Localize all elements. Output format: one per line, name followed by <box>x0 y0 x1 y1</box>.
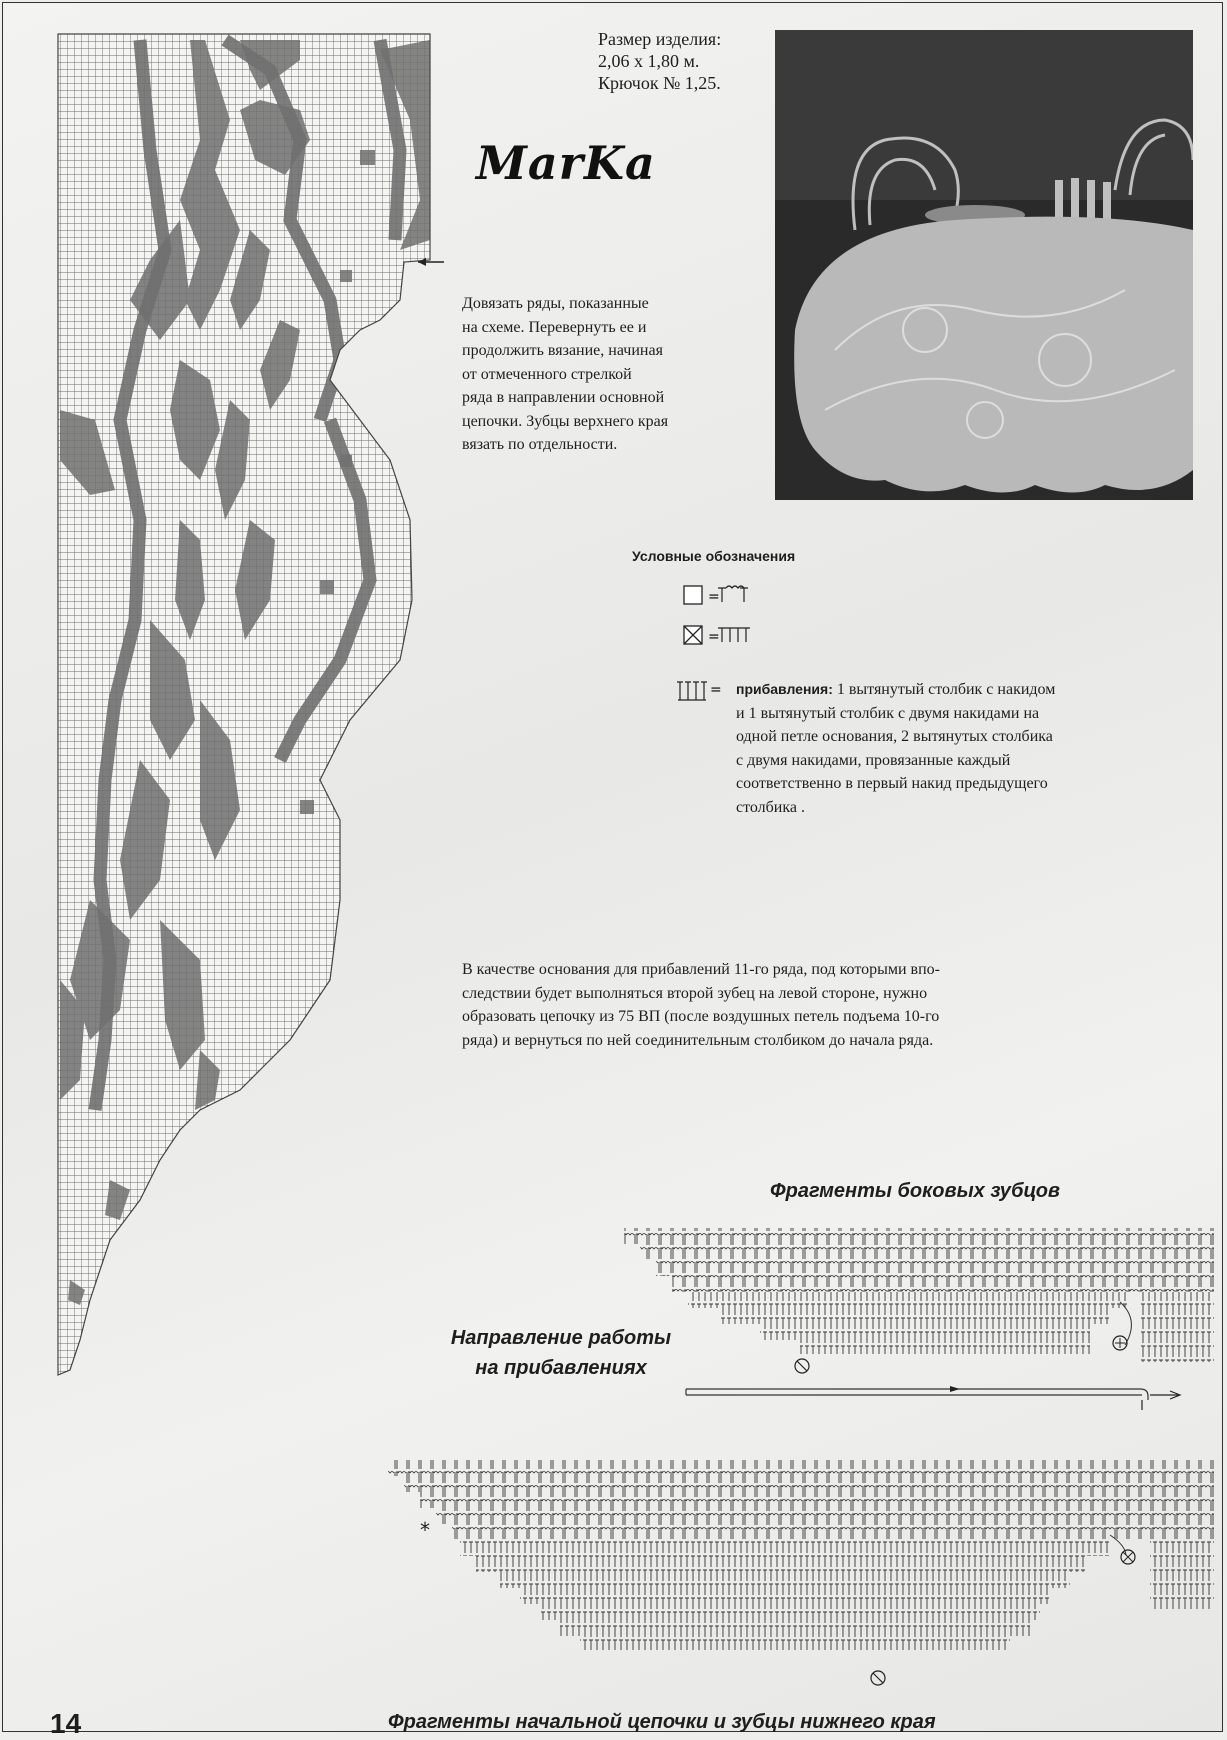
direction-title-line: Направление работы <box>450 1327 672 1349</box>
svg-text:=: = <box>710 682 722 698</box>
svg-text:=: = <box>708 629 720 645</box>
base-note-line: В качестве основания для прибавлений 11-го ряда, под которыми впо- <box>462 961 940 978</box>
svg-text:*: * <box>420 1518 430 1542</box>
bottom-teeth-diagram <box>388 1460 1214 1685</box>
side-teeth-diagram <box>624 1228 1214 1373</box>
increase-line: соответственно в первый накид предыдущего <box>736 775 1048 792</box>
hook-size: Крючок № 1,25. <box>598 73 721 93</box>
size-value: 2,06 х 1,80 м. <box>598 51 700 71</box>
base-note-line: ряда) и вернуться по ней соединительным столбиком до начала ряда. <box>462 1031 934 1049</box>
increase-line: одной петле основания, 2 вытянутых столбика <box>736 728 1053 745</box>
marka-logo: MarKa <box>476 136 656 190</box>
instruction-line: от отмеченного стрелкой <box>462 365 632 383</box>
direction-title <box>436 1323 686 1383</box>
page-number: 14 <box>50 1708 82 1739</box>
svg-text:=: = <box>708 589 720 605</box>
size-label: Размер изделия: <box>598 29 722 49</box>
increase-line: столбика . <box>736 798 805 816</box>
side-teeth-title: Фрагменты боковых зубцов <box>770 1180 1060 1202</box>
increase-line: и 1 вытянутый столбик с двумя накидами на <box>736 704 1040 722</box>
legend-title: Условные обозначения <box>632 548 796 564</box>
instruction-line: вязать по отдельности. <box>462 436 618 453</box>
direction-arrow <box>686 1386 1180 1410</box>
base-note-line: образовать цепочку из 75 ВП (после воздушных петель подъема 10-го <box>462 1008 940 1025</box>
increase-line: с двумя накидами, провязанные каждый <box>736 751 1011 769</box>
instruction-line: на схеме. Перевернуть ее и <box>462 318 647 336</box>
base-note-line: следствии будет выполняться второй зубец на левой стороне, нужно <box>462 984 928 1002</box>
instruction-line: Довязать ряды, показанные <box>462 295 649 312</box>
bottom-teeth-title: Фрагменты начальной цепочки и зубцы нижнего края <box>388 1711 936 1733</box>
instruction-line: цепочки. Зубцы верхнего края <box>462 412 669 430</box>
increase-line: 1 вытянутый столбик с накидом <box>836 681 1056 698</box>
direction-title-line: на прибавлениях <box>475 1357 647 1379</box>
instruction-line: продолжить вязание, начиная <box>462 342 663 359</box>
increase-label: прибавления: <box>736 681 833 697</box>
instruction-line: ряда в направлении основной <box>462 389 665 406</box>
